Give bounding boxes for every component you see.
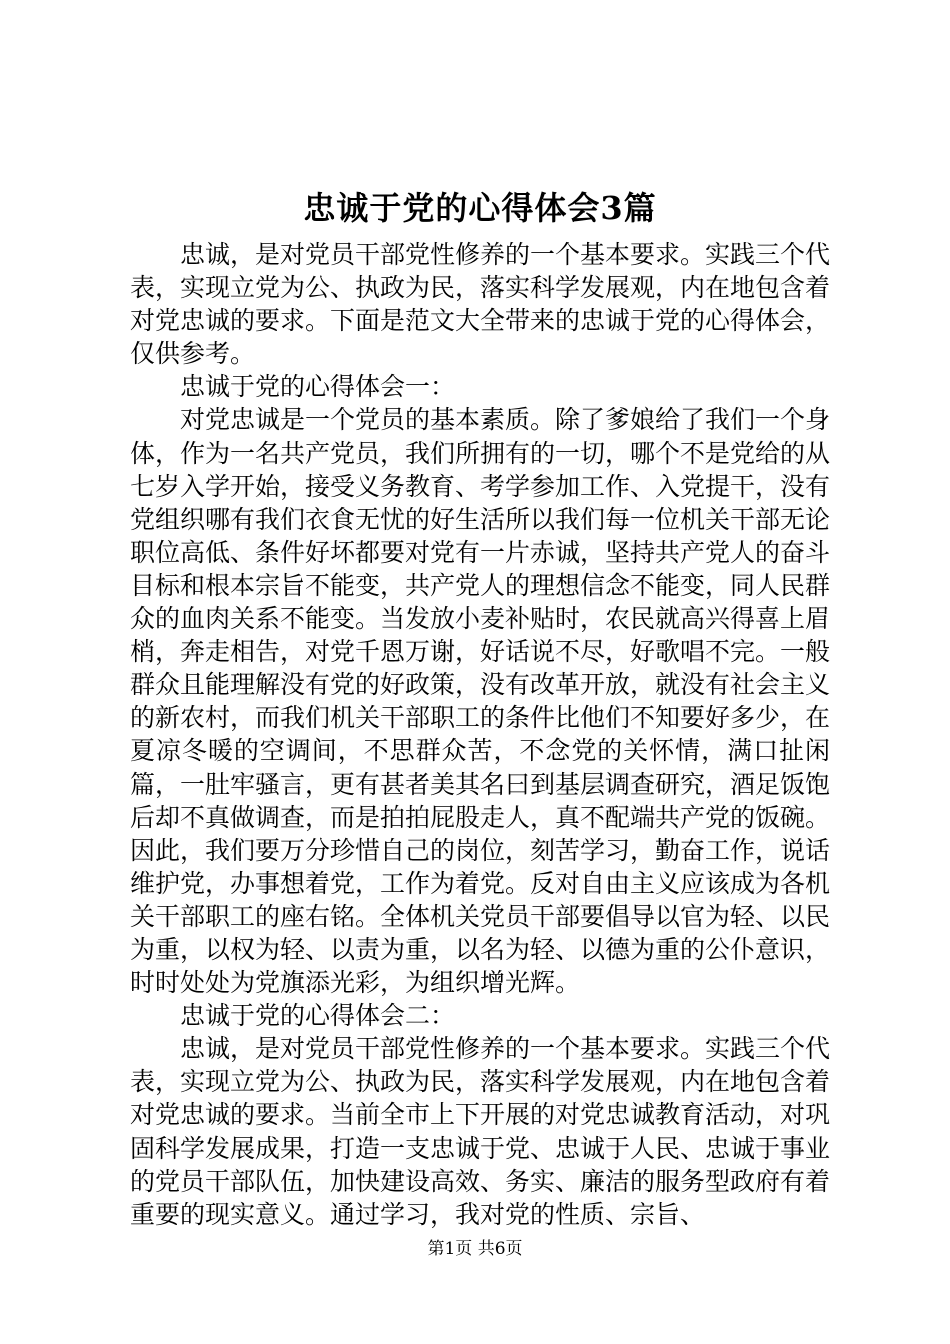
intro-paragraph: 忠诚，是对党员干部党性修养的一个基本要求。实践三个代表，实现立党为公、执政为民，落实科学发展观，内在地包含着对党忠诚的要求。下面是范文大全带来的忠诚于党的心得体会，仅供参考。: [130, 240, 831, 369]
section-heading-one: 忠诚于党的心得体会一：: [180, 372, 456, 402]
document-body: [130, 186, 830, 1231]
page-number-footer: 第1页 共6页: [427, 1239, 523, 1259]
document-title: 忠诚于党的心得体会3篇: [303, 189, 657, 227]
section-one-paragraph: 对党忠诚是一个党员的基本素质。除了爹娘给了我们一个身体，作为一名共产党员，我们所拥有的一切，哪个不是党给的从七岁入学开始，接受义务教育、考学参加工作、入党提干，没有党组织哪有我们衣食无忧的好生活所以我们每一位机关干部无论职位高低、条件好坏都要对党有一片赤诚，坚持共产党人的奋斗目标和根本宗旨不能变，共产党人的理想信念不能变，同人民群众的血肉关系不能变。当发放小麦补贴时，农民就高兴得喜上眉梢，奔走相告，对党千恩万谢，好话说不尽，好歌唱不完。一般群众且能理解没有党的好政策，没有改革开放，就没有社会主义的新农村，而我们机关干部职工的条件比他们不知要好多少，在夏凉冬暖的空调间，不思群众苦，不念党的关怀情，满口扯闲篇，一肚牢骚言，更有甚者美其名曰到基层调查研究，酒足饭饱后却不真做调查，而是拍拍屁股走人，真不配端共产党的饭碗。因此，我们要万分珍惜自己的岗位，刻苦学习，勤奋工作，说话维护党，办事想着党，工作为着党。反对自由主义应该成为各机关干部职工的座右铭。全体机关党员干部要倡导以官为轻、以民为重，以权为轻、以责为重，以名为轻、以德为重的公仆意识，时时处处为党旗添光彩，为组织增光辉。: [130, 405, 831, 998]
section-heading-two: 忠诚于党的心得体会二：: [180, 1001, 456, 1031]
section-two-paragraph: 忠诚，是对党员干部党性修养的一个基本要求。实践三个代表，实现立党为公、执政为民，落实科学发展观，内在地包含着对党忠诚的要求。当前全市上下开展的对党忠诚教育活动，对巩固科学发展成果，打造一支忠诚于党、忠诚于人民、忠诚于事业的党员干部队伍，加快建设高效、务实、廉洁的服务型政府有着重要的现实意义。通过学习，我对党的性质、宗旨、: [130, 1034, 831, 1229]
